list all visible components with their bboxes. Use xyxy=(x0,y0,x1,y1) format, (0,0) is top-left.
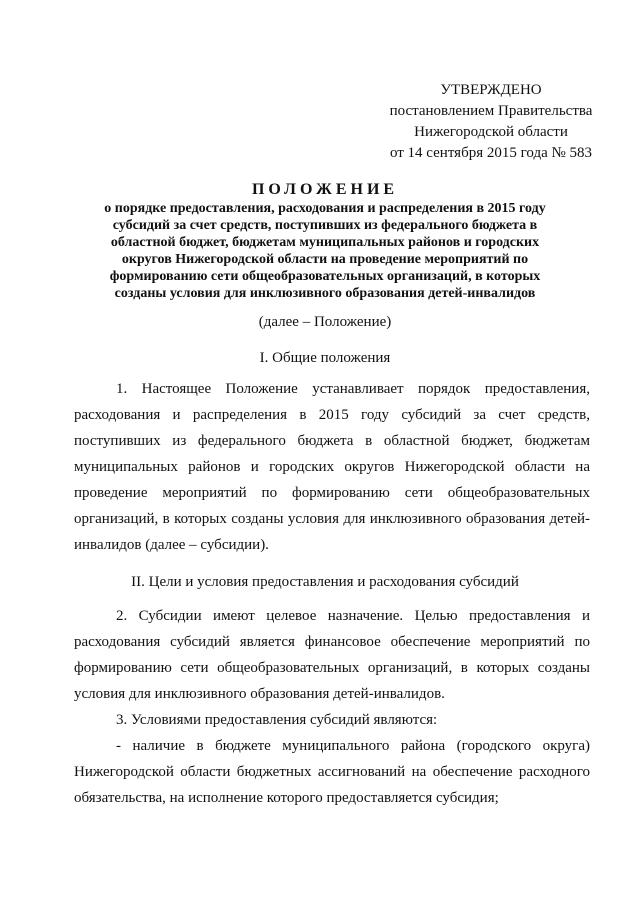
paragraph-2-text: 2. Субсидии имеют целевое назначение. Целью предоставления и расходования субсидий является финансовое обеспечение мероприятий по формированию сети общеобразовательных организаций, в которых созданы условия для инклюзивного образования детей-инвалидов. xyxy=(74,608,590,702)
approval-stamp xyxy=(371,80,611,164)
subtitle-line: областной бюджет, бюджетам муниципальных районов и городских xyxy=(110,235,540,250)
subtitle-line: о порядке предоставления, расходования и распределения в 2015 году xyxy=(104,201,546,216)
approval-line-resolution: постановлением Правительства xyxy=(389,103,593,119)
approval-line-date: от 14 сентября 2015 года № 583 xyxy=(389,145,593,161)
document-title: ПОЛОЖЕНИЕ xyxy=(251,181,399,198)
approval-line-region: Нижегородской области xyxy=(414,124,568,140)
hereinafter-note: (далее – Положение) xyxy=(258,314,392,330)
subtitle-line: формированию сети общеобразовательных организаций, в которых xyxy=(109,269,541,284)
document-title-block xyxy=(60,180,590,332)
paragraph-1 xyxy=(74,376,590,558)
approval-title: УТВЕРЖДЕНО xyxy=(440,82,542,98)
paragraph-4 xyxy=(74,733,590,811)
subtitle-line: округов Нижегородской области на проведение мероприятий по xyxy=(121,252,529,267)
section-heading-goals: II. Цели и условия предоставления и расходования субсидий xyxy=(131,574,519,590)
subtitle-line: субсидий за счет средств, поступивших из федерального бюджета в xyxy=(112,218,538,233)
paragraph-3 xyxy=(74,707,590,733)
paragraph-1-text: 1. Настоящее Положение устанавливает порядок предоставления, расходования и распределения в 2015 году субсидий за счет средств, поступивших из федерального бюджета в областной бюджет, бюджетам муниципальных районов и городских округов Нижегородской области на проведение мероприятий по формированию сети общеобразовательных организаций, в которых созданы условия для инклюзивного образования детей-инвалидов (далее – субсидии). xyxy=(74,381,590,553)
section-heading-general: I. Общие положения xyxy=(259,350,391,366)
subtitle-line: созданы условия для инклюзивного образования детей-инвалидов xyxy=(114,286,536,301)
paragraph-3-text: 3. Условиями предоставления субсидий являются: xyxy=(116,712,438,728)
paragraph-2 xyxy=(74,603,590,707)
paragraph-4-text: - наличие в бюджете муниципального района (городского округа) Нижегородской области бюджетных ассигнований на обеспечение расходного обязательства, на исполнение которого предоставляется субсидия; xyxy=(74,738,590,806)
